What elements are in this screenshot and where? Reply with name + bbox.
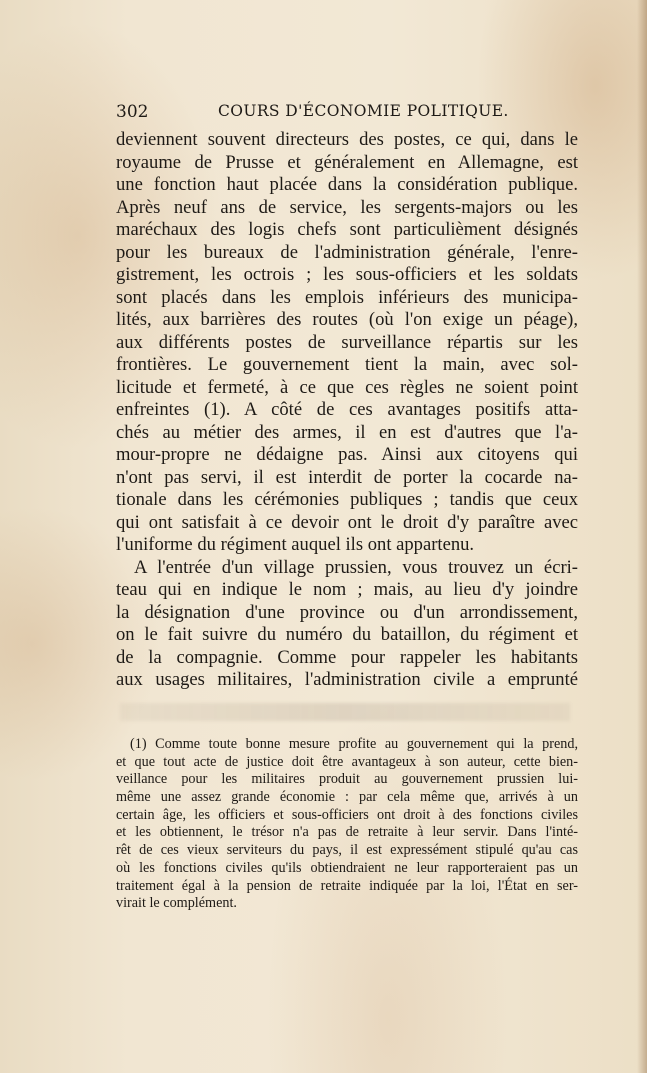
text-line: mour-propre ne dédaigne pas. Ainsi aux citoyens qui xyxy=(116,444,578,465)
page-number: 302 xyxy=(116,102,149,122)
bleed-through-mark xyxy=(120,703,570,721)
footnote-line: et que tout acte de justice doit être avantageux à son auteur, cette bien- xyxy=(116,753,578,770)
text-line: lités, aux barrières des routes (où l'on exige un péage), xyxy=(116,309,578,330)
text-line: chés au métier des armes, il en est d'autres que l'a- xyxy=(116,421,578,443)
text-line: licitude et fermeté, à ce que ces règles ne soient point xyxy=(116,376,578,398)
text-line: l'uniforme du régiment auquel ils ont appartenu. xyxy=(116,534,475,555)
text-line: deviennent souvent directeurs des postes, ce qui, dans le xyxy=(116,129,578,150)
main-text xyxy=(116,129,578,692)
text-line: frontières. Le gouvernement tient la main, avec sol- xyxy=(116,354,578,375)
text-line: A l'entrée d'un village prussien, vous trouvez un écri- xyxy=(134,556,578,578)
text-line: teau qui en indique le nom ; mais, au lieu d'y joindre xyxy=(116,579,578,600)
page-header xyxy=(116,100,576,126)
text-line: aux usages militaires, l'administration civile a emprunté xyxy=(116,669,578,690)
text-line: on le fait suivre du numéro du bataillon, du régiment et xyxy=(116,624,578,645)
text-line: Après neuf ans de service, les sergents-majors ou les xyxy=(116,196,578,218)
text-line: gistrement, les octrois ; les sous-officiers et les soldats xyxy=(116,264,578,285)
footnote-line: où les fonctions civiles qu'ils obtiendraient ne leur rapporteraient pas un xyxy=(116,859,578,876)
footnote-line: (1) Comme toute bonne mesure profite au gouvernement qui la prend, xyxy=(130,736,578,752)
text-line: aux différents postes de surveillance répartis sur les xyxy=(116,331,578,353)
text-line: pour les bureaux de l'administration générale, l'enre- xyxy=(116,241,578,263)
text-line: enfreintes (1). A côté de ces avantages positifs atta- xyxy=(116,399,578,420)
text-line: sont placés dans les emplois inférieurs des municipa- xyxy=(116,286,578,308)
page-edge-shadow xyxy=(637,0,647,1073)
text-line: la désignation d'une province ou d'un arrondissement, xyxy=(116,601,578,623)
footnote-line: et les obtiennent, le trésor n'a pas de retraite à leur servir. Dans l'inté- xyxy=(116,824,578,841)
text-line: maréchaux des logis chefs sont particulièment désignés xyxy=(116,219,578,240)
text-line: tionale dans les cérémonies publiques ; tandis que ceux xyxy=(116,489,578,510)
running-title: COURS D'ÉCONOMIE POLITIQUE. xyxy=(218,102,509,120)
footnote-line: traitement égal à la pension de retraite indiquée par la loi, l'État en ser- xyxy=(116,877,578,894)
text-line: qui ont satisfait à ce devoir ont le droit d'y paraître avec xyxy=(116,511,578,533)
footnote xyxy=(116,736,578,913)
text-line: royaume de Prusse et généralement en Allemagne, est xyxy=(116,151,578,173)
footnote-line: même une assez grande économie : par cela même que, arrivés à un xyxy=(116,789,578,806)
text-line: de la compagnie. Comme pour rappeler les habitants xyxy=(116,646,578,668)
text-line: une fonction haut placée dans la considération publique. xyxy=(116,174,578,195)
footnote-line: virait le complément. xyxy=(116,895,237,912)
text-line: n'ont pas servi, il est interdit de porter la cocarde na- xyxy=(116,466,578,488)
footnote-line: certain âge, les officiers et sous-officiers ont droit à des fonctions civiles xyxy=(116,806,578,823)
footnote-line: veillance pour les militaires produit au gouvernement prussien lui- xyxy=(116,771,578,788)
footnote-line: rêt de ces vieux serviteurs du pays, il est expressément stipulé qu'au cas xyxy=(116,842,578,859)
